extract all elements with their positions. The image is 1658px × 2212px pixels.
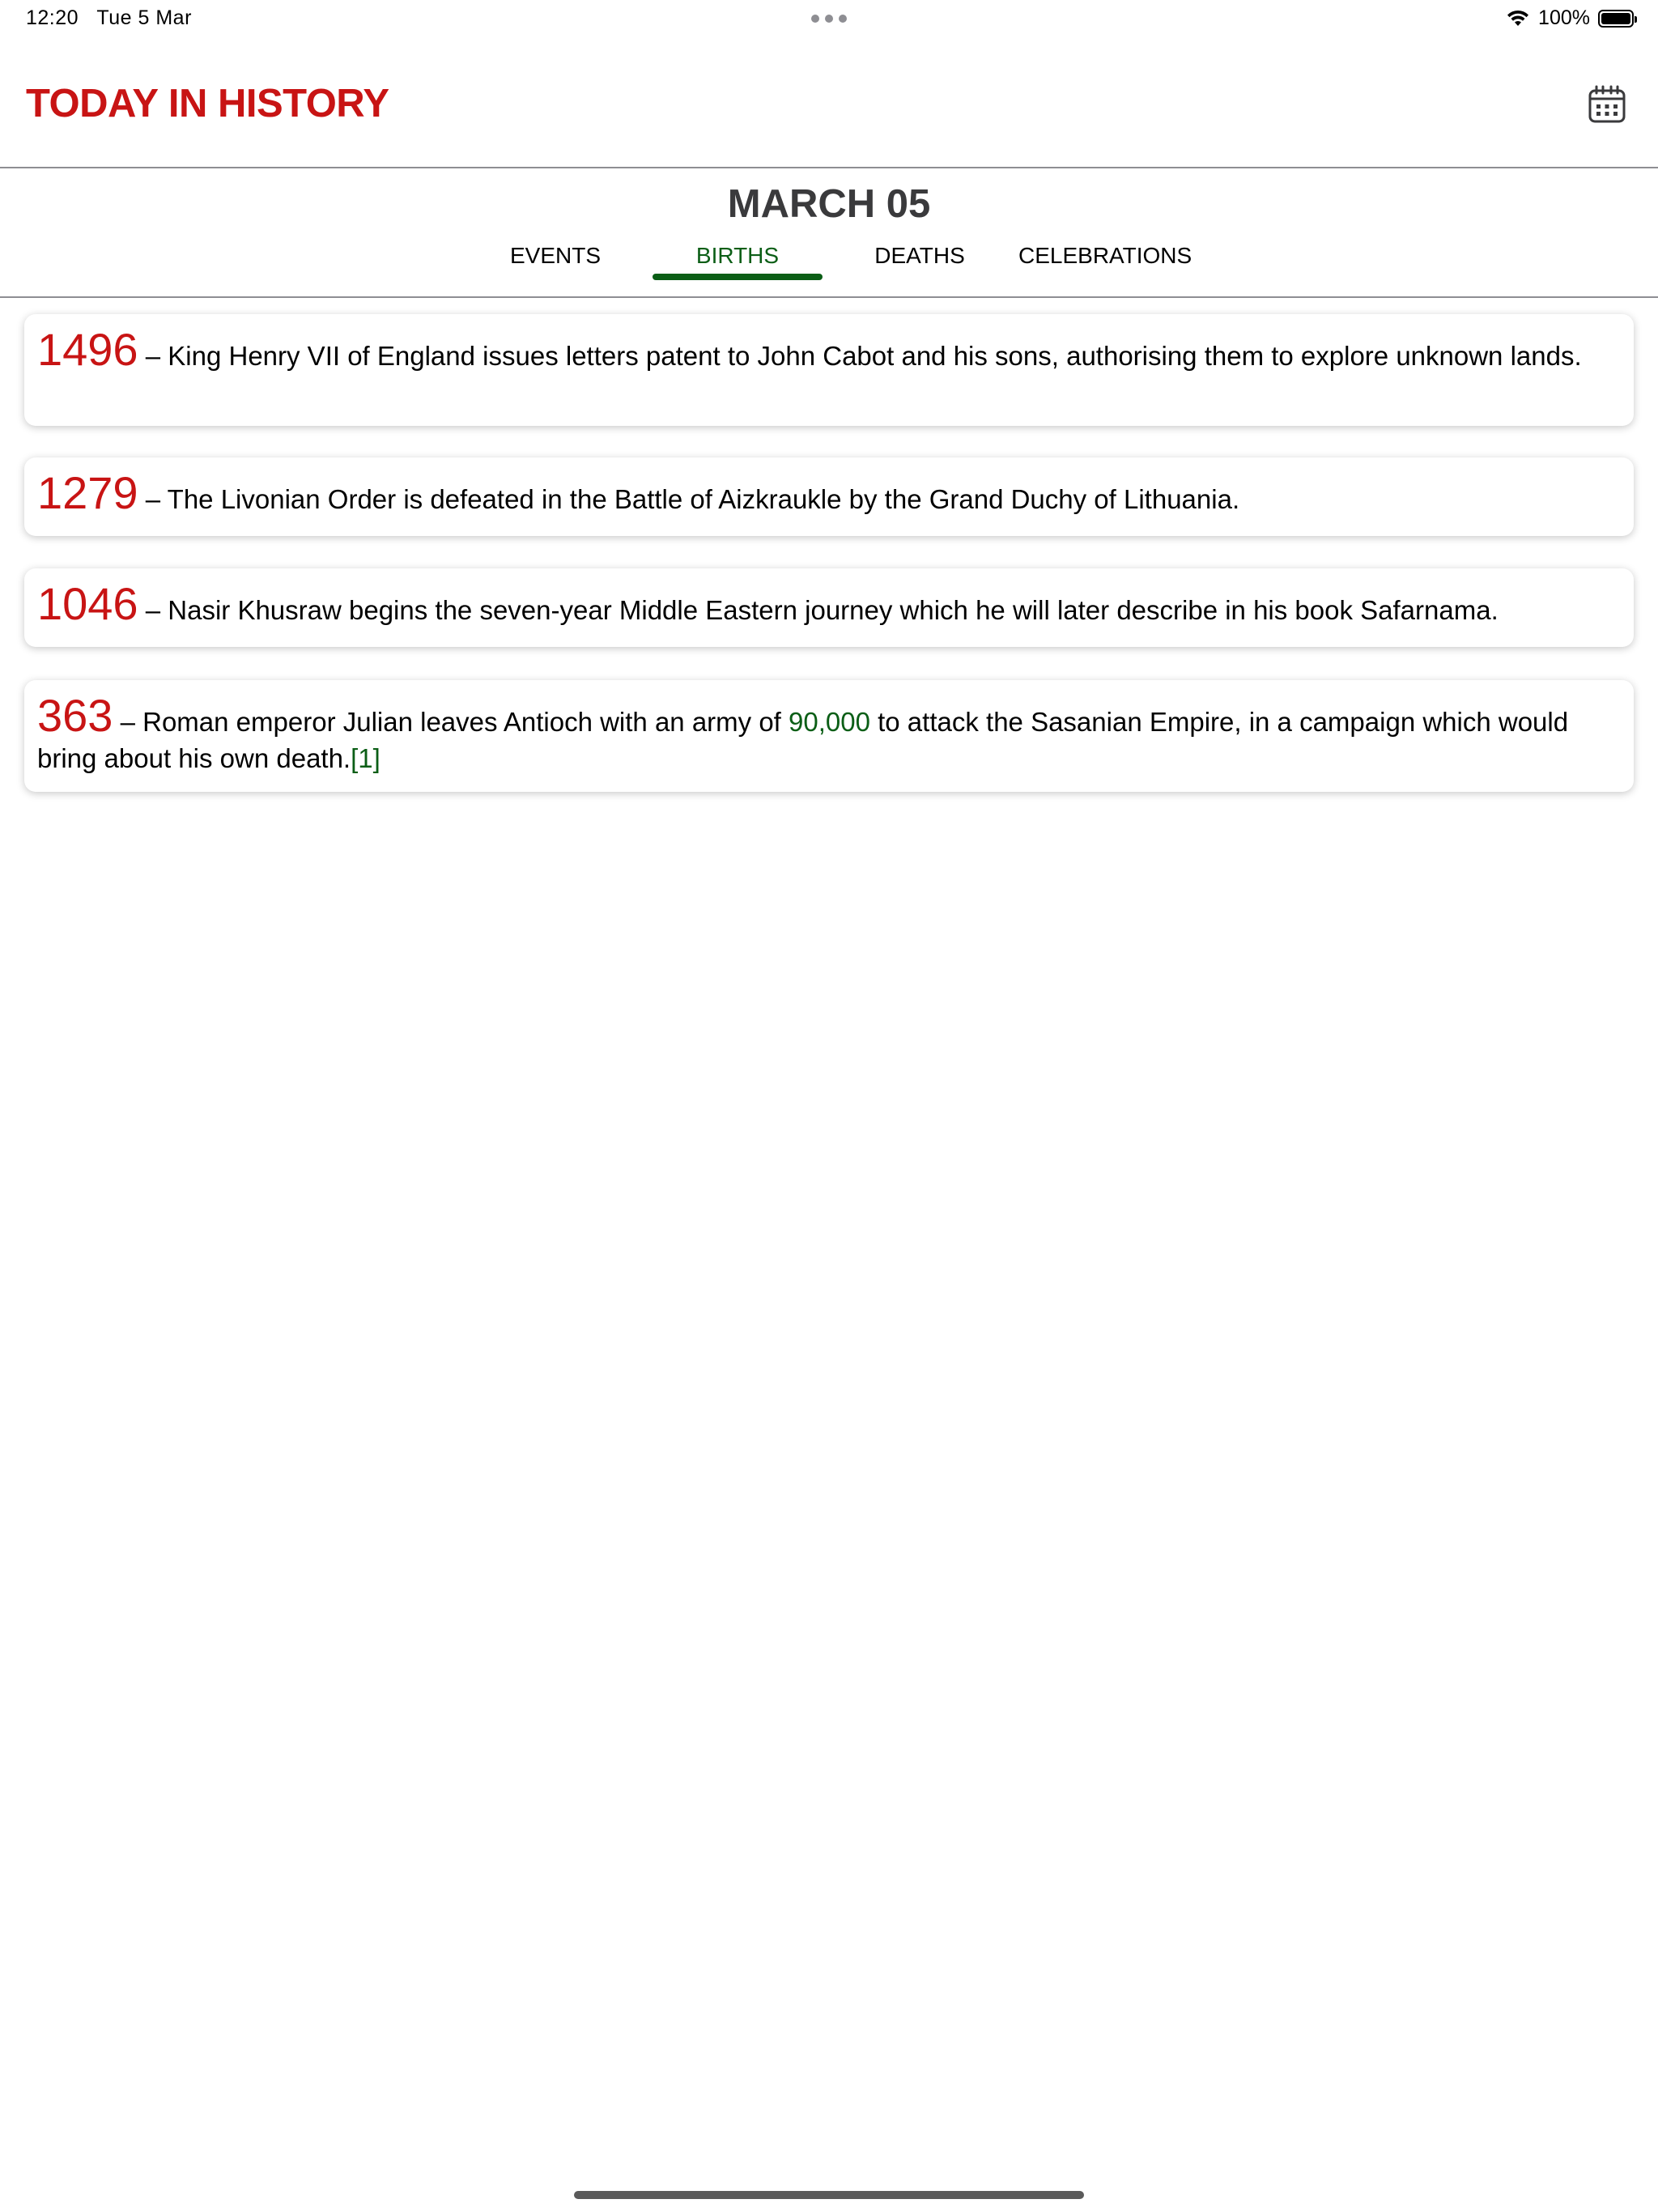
date-title: MARCH 05 [727,182,931,226]
tab-births[interactable]: BIRTHS [695,243,780,268]
list-item[interactable] [24,314,1634,426]
status-date: Tue 5 Mar [96,6,192,29]
tabs-divider [0,296,1658,298]
home-indicator[interactable] [574,2191,1084,2199]
multitasking-dots-icon[interactable] [811,15,847,23]
entry-year: 1046 [37,578,138,629]
status-right [1506,6,1634,30]
entry-text: – The Livonian Order is defeated in the Battle of Aizkraukle by the Grand Duchy of Lithuania. [138,484,1240,514]
tab-deaths[interactable]: DEATHS [874,243,965,268]
calendar-icon [1587,84,1627,125]
entry-year: 1279 [37,467,138,518]
status-bar [0,0,1658,39]
battery-icon [1598,10,1634,28]
battery-percent: 100% [1538,6,1590,29]
calendar-button[interactable] [1587,84,1627,125]
wifi-icon [1506,10,1530,28]
app-title: TODAY IN HISTORY [26,82,389,125]
entry-year: 363 [37,690,113,741]
list-item[interactable] [24,680,1634,792]
number-link[interactable]: 90,000 [789,707,870,737]
tab-celebrations[interactable]: CELEBRATIONS [1018,243,1192,268]
tab-events[interactable]: EVENTS [510,243,602,268]
list-item[interactable] [24,568,1634,647]
entry-text-before: – Roman emperor Julian leaves Antioch with an army of [113,707,789,737]
status-clock: 12:20 [26,6,79,29]
battery-fill [1601,13,1630,24]
ref-close: ] [372,743,380,773]
ref-open: [ [351,743,359,773]
entry-text-after: to attack the Sasanian Empire, in a campaign which would bring about his own death. [37,707,1569,773]
status-time [26,6,192,30]
active-tab-indicator [653,274,823,280]
entry-year: 1496 [37,324,138,375]
list-item[interactable] [24,457,1634,536]
entry-text: – King Henry VII of England issues letters patent to John Cabot and his sons, authorising them to explore unknown lands. [138,341,1582,371]
ref-number: 1 [358,743,373,773]
header-divider [0,167,1658,168]
entry-text: – Nasir Khusraw begins the seven-year Middle Eastern journey which he will later describe in his book Safarnama. [138,595,1499,625]
reference-link[interactable] [351,743,380,773]
